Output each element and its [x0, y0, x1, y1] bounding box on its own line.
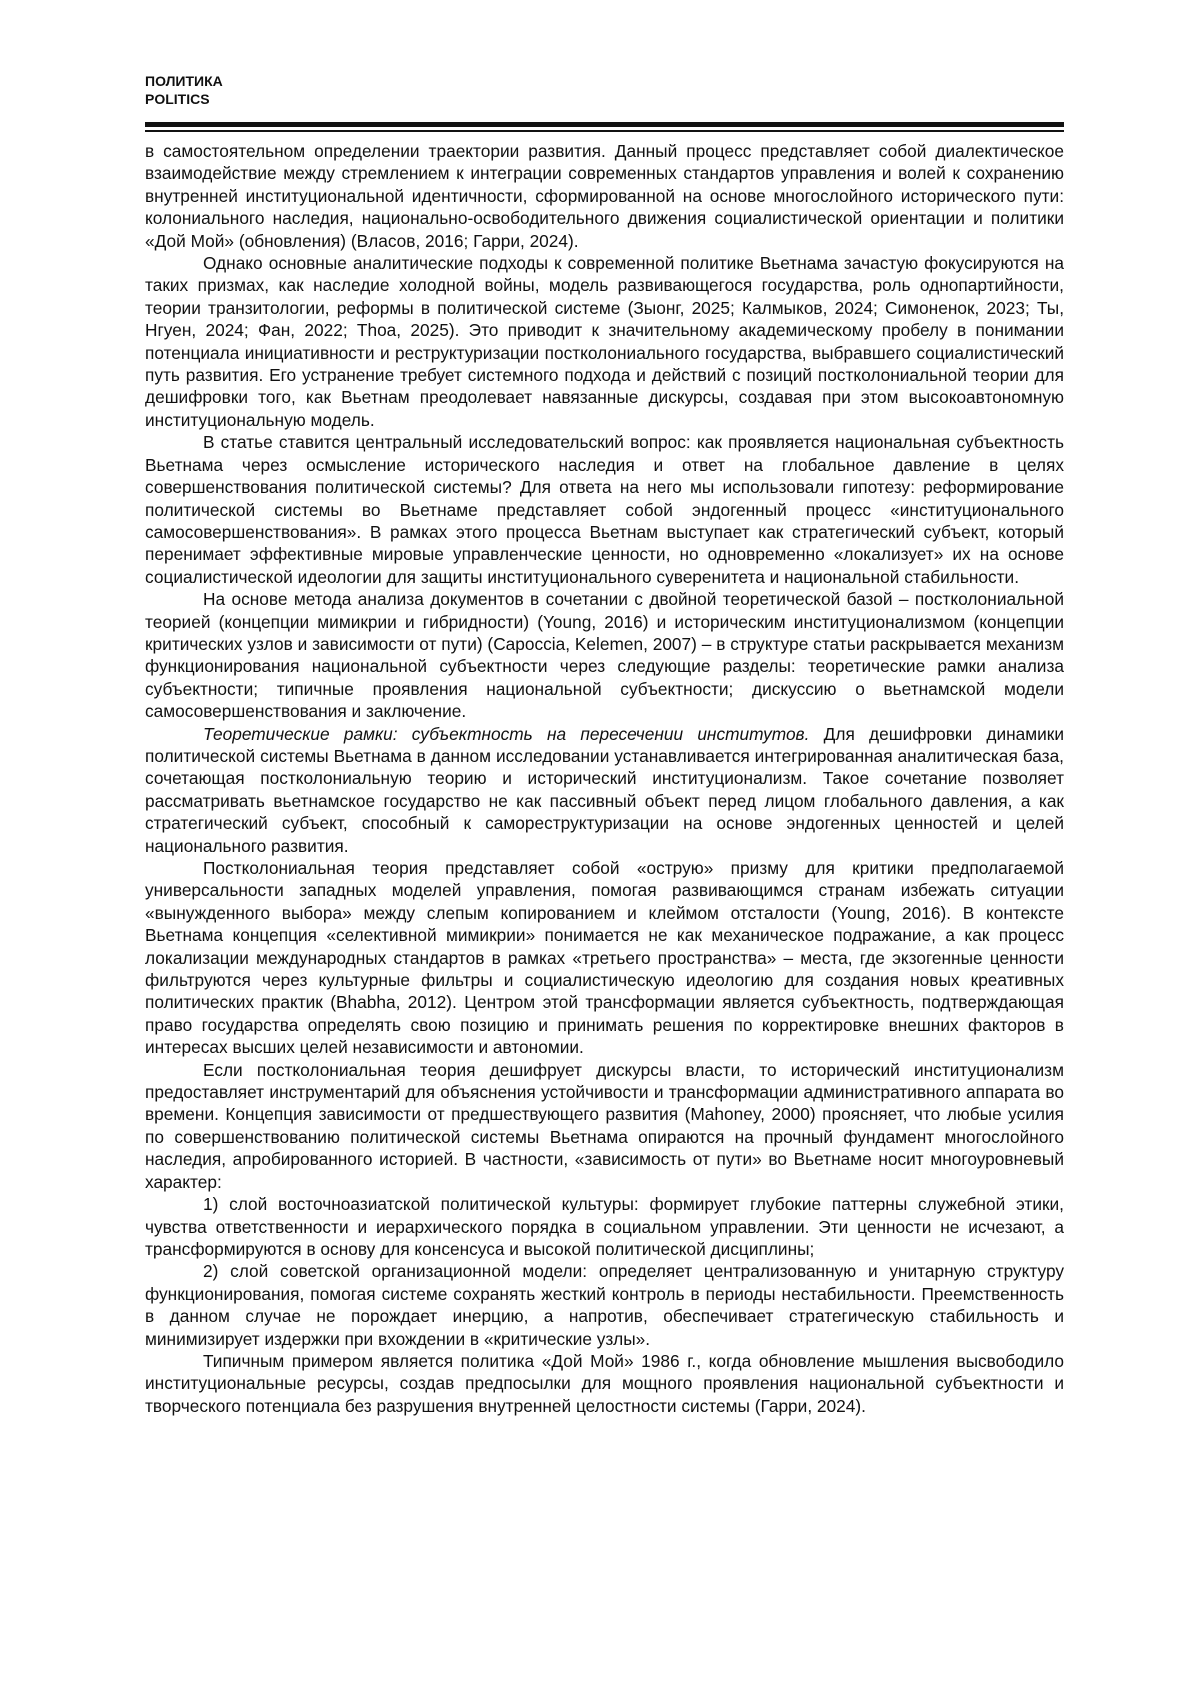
paragraph-with-heading — [145, 723, 1064, 857]
header-rule-thin — [145, 130, 1064, 132]
paragraph: В статье ставится центральный исследовательский вопрос: как проявляется национальная субъектность Вьетнама через осмысление исторического наследия и ответ на глобальное давление в целях совершенствования политической системы? Для ответа на него мы использовали гипотезу: реформирование политической системы во Вьетнаме представляет собой эндогенный процесс «институционального самосовершенствования». В рамках этого процесса Вьетнам выступает как стратегический субъект, который перенимает эффективные мировые управленческие ценности, но одновременно «локализует» их на основе социалистической идеологии для защиты институционального суверенитета и национальной стабильности. — [145, 432, 1064, 587]
paragraph: Типичным примером является политика «Дой Мой» 1986 г., когда обновление мышления высвободило институциональные ресурсы, создав предпосылки для мощного проявления национальной субъектности и творческого потенциала без разрушения внутренней целостности системы (Гарри, 2024). — [145, 1350, 1064, 1416]
header-rule-thick — [145, 122, 1064, 127]
article-body — [145, 140, 1064, 1417]
section-heading: Теоретические рамки: субъектность на пересечении институтов. — [203, 723, 810, 744]
paragraph: На основе метода анализа документов в сочетании с двойной теоретической базой – постколониальной теорией (концепции мимикрии и гибридности) (Young, 2016) и историческим институционализмом (концепции критических узлов и зависимости от пути) (Capoccia, Kelemen, 2007) – в структуре статьи раскрывается механизм функционирования национальной субъектности через следующие разделы: теоретические рамки анализа субъектности; типичные проявления национальной субъектности; дискуссию о вьетнамской модели самосовершенствования и заключение. — [145, 589, 1064, 722]
paragraph: Постколониальная теория представляет собой «острую» призму для критики предполагаемой универсальности западных моделей управления, помогая развивающимся странам избежать ситуации «вынужденного выбора» между слепым копированием и клеймом отсталости (Young, 2016). В контексте Вьетнама концепция «селективной мимикрии» понимается не как механическое подражание, а как процесс локализации международных стандартов в рамках «третьего пространства» – места, где экзогенные ценности фильтруются через культурные фильтры и социалистическую идеологию для создания новых креативных политических практик (Bhabha, 2012). Центром этой трансформации является субъектность, подтверждающая право государства определять свою позицию и принимать решения по корректировке внешних факторов в интересах высших целей независимости и автономии. — [145, 858, 1064, 1058]
paragraph: Если постколониальная теория дешифрует дискурсы власти, то исторический институционализм предоставляет инструментарий для объяснения устойчивости и трансформации административного аппарата во времени. Концепция зависимости от предшествующего развития (Mahoney, 2000) проясняет, что любые усилия по совершенствованию политической системы Вьетнама опираются на прочный фундамент многослойного наследия, апробированного историей. В частности, «зависимость от пути» во Вьетнаме носит многоуровневый характер: — [145, 1059, 1064, 1192]
paragraph-text: Для дешифровки динамики политической системы Вьетнама в данном исследовании устанавливается интегрированная аналитическая база, сочетающая постколониальную теорию и исторический институционализм. Такое сочетание позволяет рассматривать вьетнамское государство не как пассивный объект перед лицом глобального давления, а как стратегический субъект, способный к самореструктуризации на основе эндогенных ценностей и целей национального развития. — [145, 723, 1064, 856]
list-item: 1) слой восточноазиатской политической культуры: формирует глубокие паттерны служебной этики, чувства ответственности и иерархического порядка в социальном управлении. Эти ценности не исчезают, а трансформируются в основу для консенсуса и высокой политической дисциплины; — [145, 1194, 1064, 1259]
list-item: 2) слой советской организационной модели: определяет централизованную и унитарную структуру функционирования, помогая системе сохранять жесткий контроль в периоды нестабильности. Преемственность в данном случае не порождает инерцию, а напротив, обеспечивает стратегическую стабильность и минимизирует издержки при вхождении в «критические узлы». — [145, 1261, 1064, 1349]
section-label-ru: ПОЛИТИКА — [145, 73, 223, 89]
paragraph: Однако основные аналитические подходы к современной политике Вьетнама зачастую фокусируются на таких призмах, как наследие холодной войны, модель развивающегося государства, роль однопартийности, теории транзитологии, реформы в политической системе (Зыонг, 2025; Калмыков, 2024; Симоненок, 2023; Ты, Нгуен, 2024; Фан, 2022; Thoa, 2025). Это приводит к значительному академическому пробелу в понимании потенциала инициативности и реструктуризации постколониального государства, выбравшего социалистический путь развития. Его устранение требует системного подхода и действий с позиций постколониальной теории для дешифровки того, как Вьетнам преодолевает навязанные дискурсы, создавая при этом высокоавтономную институциональную модель. — [145, 253, 1064, 430]
running-header — [145, 72, 223, 108]
section-label-en: POLITICS — [145, 91, 210, 107]
paragraph: в самостоятельном определении траектории развития. Данный процесс представляет собой диалектическое взаимодействие между стремлением к интеграции современных стандартов управления и волей к сохранению внутренней институциональной идентичности, сформированной на основе многослойного исторического пути: колониального наследия, национально-освободительного движения социалистической ориентации и политики «Дой Мой» (обновления) (Власов, 2016; Гарри, 2024). — [145, 141, 1064, 251]
